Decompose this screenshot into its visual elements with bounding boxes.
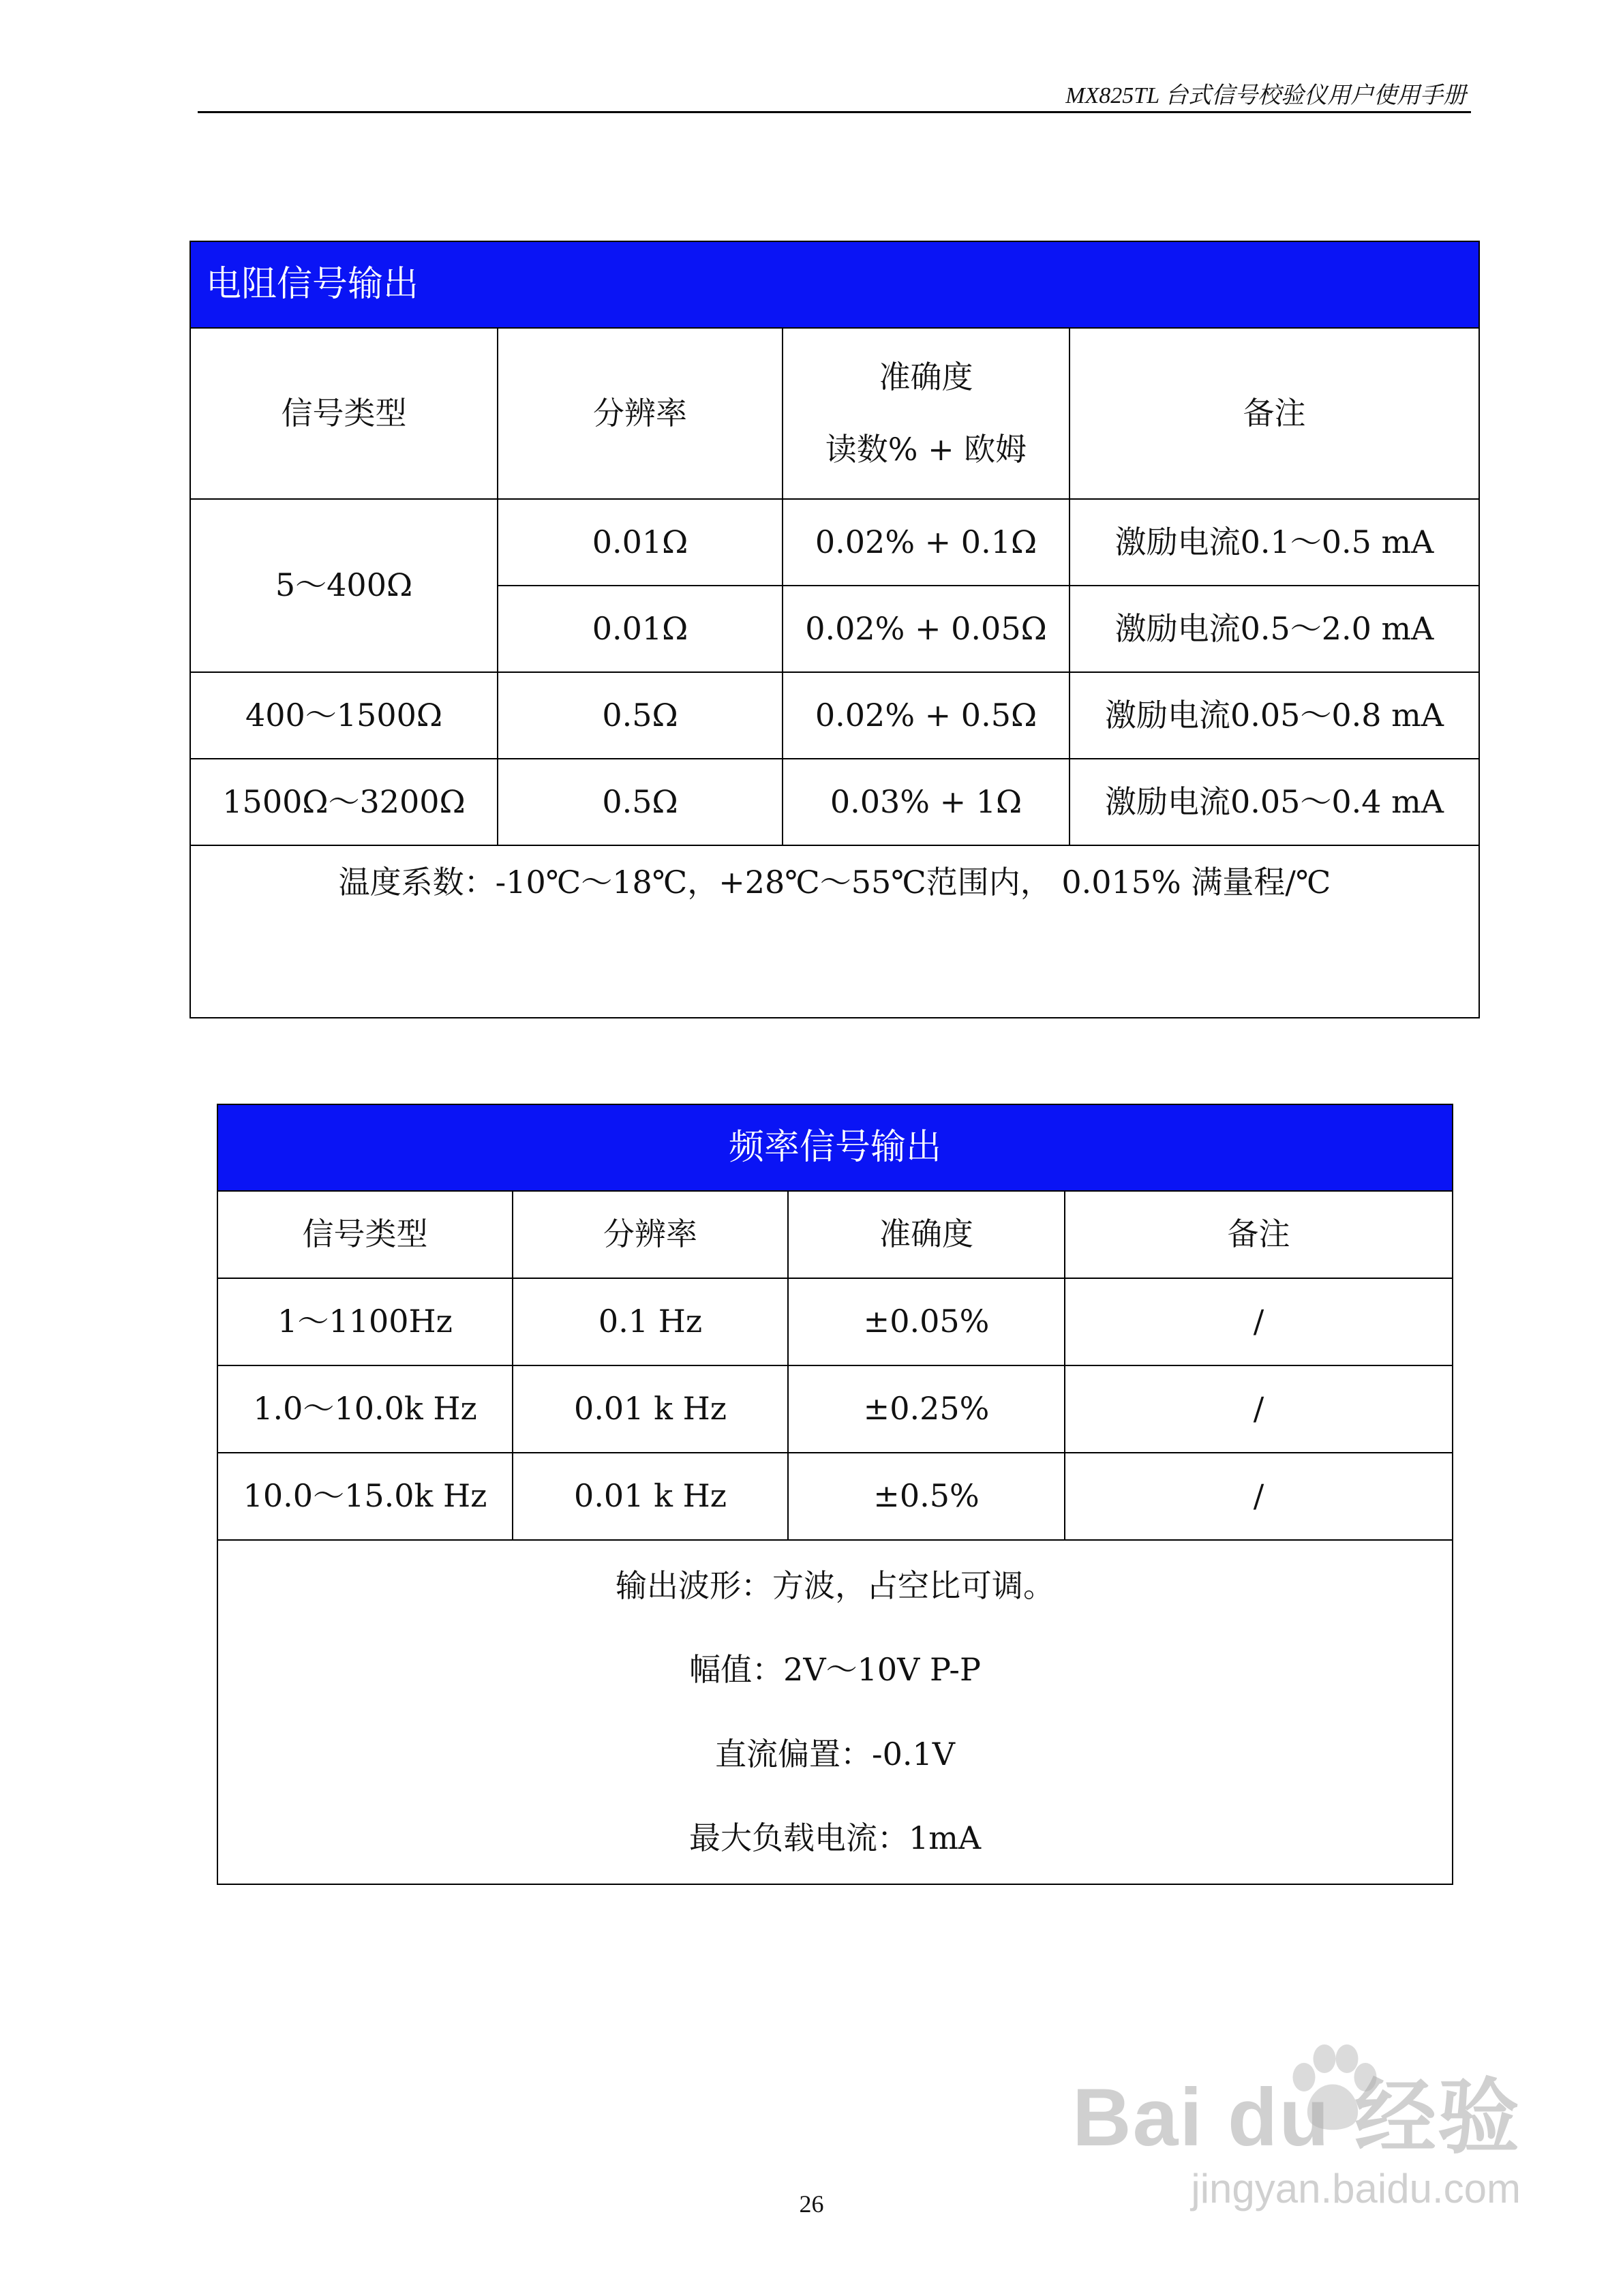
dc-offset-note: 直流偏置：-0.1V [715, 1735, 955, 1772]
watermark-brand: Bai du 经验 [1072, 2072, 1521, 2163]
frequency-output-table [217, 1104, 1453, 1885]
header-signal-type: 信号类型 [190, 328, 498, 499]
header-accuracy [783, 328, 1070, 499]
range-cell: 10.0～15.0k Hz [217, 1453, 513, 1540]
header-resolution: 分辨率 [498, 328, 783, 499]
max-load-current-note: 最大负载电流：1mA [688, 1819, 982, 1856]
header-accuracy: 准确度 [788, 1191, 1065, 1278]
note-cell: 激励电流0.5～2.0 mA [1070, 586, 1479, 672]
document-header-title: MX825TL 台式信号校验仪用户使用手册 [1065, 83, 1466, 108]
amplitude-note: 幅值：2V～10V P-P [689, 1651, 981, 1689]
note-cell: 激励电流0.1～0.5 mA [1070, 499, 1479, 586]
header-note: 备注 [1070, 328, 1479, 499]
header-signal-type: 信号类型 [217, 1191, 513, 1278]
note-cell: 激励电流0.05～0.8 mA [1070, 672, 1479, 759]
table-row [217, 1453, 1453, 1540]
page-number: 26 [799, 2190, 824, 2218]
header-resolution: 分辨率 [513, 1191, 788, 1278]
resolution-cell: 0.5Ω [498, 672, 783, 759]
watermark [1072, 2052, 1521, 2212]
accuracy-cell: ±0.25% [788, 1365, 1065, 1453]
frequency-notes-row [217, 1540, 1453, 1884]
resistance-output-table [189, 241, 1480, 1018]
frequency-table-header-row [217, 1191, 1453, 1278]
table-row [190, 499, 1479, 586]
accuracy-cell: ±0.05% [788, 1278, 1065, 1365]
table-row [217, 1365, 1453, 1453]
accuracy-cell: 0.02% + 0.05Ω [783, 586, 1070, 672]
note-cell: / [1065, 1365, 1453, 1453]
frequency-table-title: 频率信号输出 [217, 1104, 1453, 1191]
accuracy-cell: ±0.5% [788, 1453, 1065, 1540]
resistance-table-banner-row [190, 241, 1479, 328]
resolution-cell: 0.01 k Hz [513, 1365, 788, 1453]
frequency-table-banner-row [217, 1104, 1453, 1191]
resolution-cell: 0.01Ω [498, 586, 783, 672]
header-rule [198, 111, 1471, 113]
resolution-cell: 0.1 Hz [513, 1278, 788, 1365]
range-cell: 1500Ω～3200Ω [190, 759, 498, 845]
accuracy-cell: 0.03% + 1Ω [783, 759, 1070, 845]
note-cell: 激励电流0.05～0.4 mA [1070, 759, 1479, 845]
resolution-cell: 0.01Ω [498, 499, 783, 586]
table-row [190, 672, 1479, 759]
resolution-cell: 0.01 k Hz [513, 1453, 788, 1540]
resolution-cell: 0.5Ω [498, 759, 783, 845]
header-accuracy-label: 准确度 [879, 359, 973, 396]
accuracy-cell: 0.02% + 0.1Ω [783, 499, 1070, 586]
frequency-notes-cell [217, 1540, 1453, 1884]
range-cell: 1.0～10.0k Hz [217, 1365, 513, 1453]
note-cell: / [1065, 1453, 1453, 1540]
table-row [217, 1278, 1453, 1365]
temperature-coefficient-row [190, 845, 1479, 1018]
temperature-coefficient-note: 温度系数：-10℃～18℃，+28℃～55℃范围内， 0.015% 满量程/℃ [190, 845, 1479, 1018]
resistance-table-header-row [190, 328, 1479, 499]
range-cell: 400～1500Ω [190, 672, 498, 759]
range-cell: 5～400Ω [190, 499, 498, 672]
header-note: 备注 [1065, 1191, 1453, 1278]
header-accuracy-unit: 读数% + 欧姆 [825, 430, 1027, 468]
watermark-url: jingyan.baidu.com [1191, 2166, 1521, 2211]
table-row [190, 759, 1479, 845]
note-cell: / [1065, 1278, 1453, 1365]
resistance-table-title: 电阻信号输出 [190, 241, 1479, 328]
waveform-note: 输出波形：方波，占空比可调。 [616, 1567, 1055, 1605]
accuracy-cell: 0.02% + 0.5Ω [783, 672, 1070, 759]
range-cell: 1～1100Hz [217, 1278, 513, 1365]
